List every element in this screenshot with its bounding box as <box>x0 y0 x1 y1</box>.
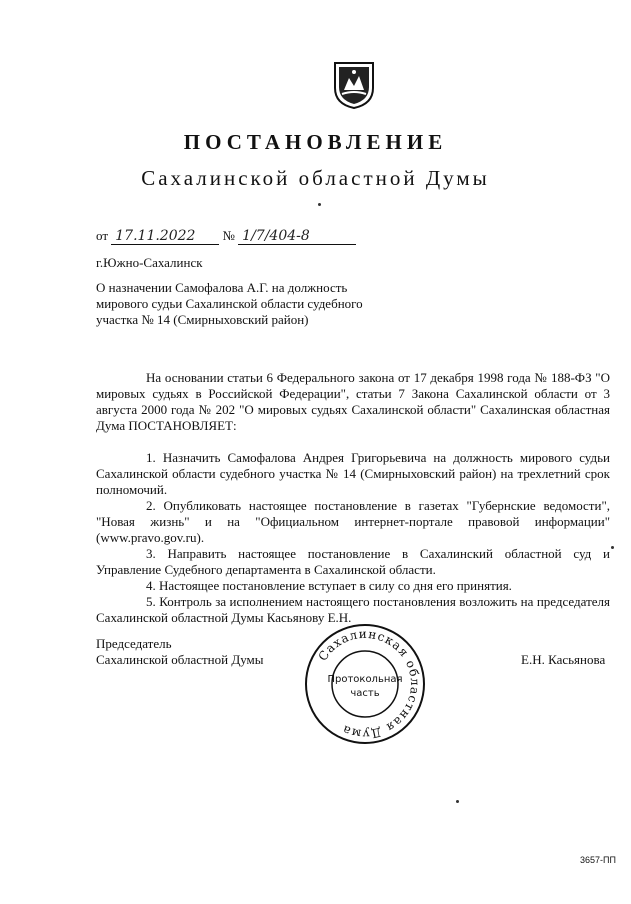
footer-code: 3657-ПП <box>580 855 616 865</box>
official-seal <box>303 622 427 746</box>
document-title: ПОСТАНОВЛЕНИЕ <box>183 130 448 154</box>
seal-center-line2: часть <box>350 688 380 699</box>
signer-position <box>96 636 264 668</box>
list-item: 3. Направить настоящее постановление в Сахалинский областной суд и Управление Судебного департамента в Сахалинской области. <box>96 546 610 577</box>
scan-speck <box>456 800 459 803</box>
list-item: 1. Назначить Самофалова Андрея Григорьевича на должность мирового судьи Сахалинской области судебного участка № 14 (Смирныховский район) на трехлетний срок полномочий. <box>96 450 610 497</box>
preamble: На основании статьи 6 Федерального закона от 17 декабря 1998 года № 188-ФЗ "О мировых судьях в Российской Федерации", статьи 7 Закона Сахалинской области от 3 августа 2000 года № 202 "О мировых судьях Сахалинской области" Сахалинская областная Дума ПОСТАНОВЛЯЕТ: <box>96 370 610 433</box>
number-prefix: № <box>222 228 235 243</box>
signer-name: Е.Н. Касьянова <box>521 652 606 667</box>
handwritten-date: 17.11.2022 <box>111 228 219 245</box>
document-subject: О назначении Самофалова А.Г. на должность мирового судьи Сахалинской области судебного участка № 14 (Смирныховский район) <box>96 280 363 327</box>
date-prefix: от <box>96 228 109 243</box>
signer-position-line1: Председатель <box>96 636 172 651</box>
handwritten-number: 1/7/404-8 <box>238 228 356 245</box>
seal-ring-text: Сахалинская областная Дума <box>315 626 423 742</box>
seal-center-line1: Протокольная <box>327 674 403 685</box>
scan-speck <box>318 203 321 206</box>
list-item: 2. Опубликовать настоящее постановление в газетах "Губернские ведомости", "Новая жизнь" и на "Официальном интернет-портале правовой информации" (www.pravo.gov.ru). <box>96 498 610 545</box>
document-subtitle: Сахалинской областной Думы <box>141 166 490 190</box>
signer-position-line2: Сахалинской областной Думы <box>96 652 264 667</box>
coat-of-arms-icon <box>332 60 376 110</box>
scan-speck <box>611 546 614 549</box>
city: г.Южно-Сахалинск <box>96 255 203 270</box>
date-number-line <box>96 228 356 245</box>
list-item: 5. Контроль за исполнением настоящего постановления возложить на председателя Сахалинской областной Думы Касьянову Е.Н. <box>96 594 610 625</box>
document-body <box>96 370 610 626</box>
list-item: 4. Настоящее постановление вступает в силу со дня его принятия. <box>146 578 512 593</box>
